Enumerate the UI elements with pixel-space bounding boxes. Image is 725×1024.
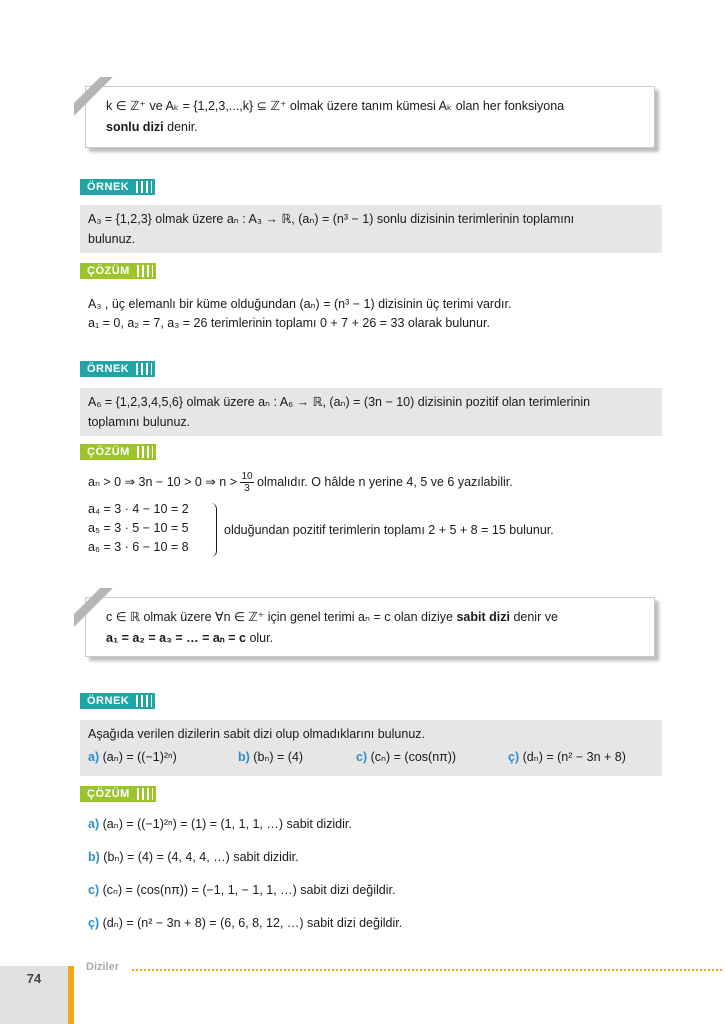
answer-text: (aₙ) = ((−1)²ⁿ) = (1) = (1, 1, 1, …) sabit dizidir. bbox=[102, 817, 352, 831]
answer-label: b) bbox=[88, 850, 100, 864]
footer-dotted-rule bbox=[132, 969, 722, 971]
corner-decoration bbox=[74, 588, 122, 636]
option-row bbox=[88, 744, 654, 770]
ornek-tag-1 bbox=[80, 179, 155, 195]
question-line: Aşağıda verilen dizilerin sabit dizi olup olmadıklarını bulunuz. bbox=[88, 727, 425, 741]
definition-line-2 bbox=[106, 117, 640, 138]
answer-text: (dₙ) = (n² − 3n + 8) = (6, 6, 8, 12, …) sabit dizi değildir. bbox=[102, 916, 403, 930]
option-c-cedilla bbox=[508, 744, 626, 770]
definition-term: sonlu dizi bbox=[106, 120, 164, 134]
question-line-2: bulunuz. bbox=[88, 232, 136, 246]
ornek-tag-label: ÖRNEK bbox=[87, 695, 130, 707]
definition-text-a: c ∈ ℝ olmak üzere ∀n ∈ ℤ⁺ için genel terimi aₙ = c olan diziye bbox=[106, 610, 457, 624]
ornek-tag-3 bbox=[80, 693, 155, 709]
bars-icon bbox=[137, 265, 153, 277]
answer-text: (bₙ) = (4) = (4, 4, 4, …) sabit dizidir. bbox=[103, 850, 299, 864]
fraction-ten-thirds bbox=[240, 471, 253, 494]
answer-label: a) bbox=[88, 817, 100, 831]
definition-rest: denir. bbox=[163, 120, 198, 134]
option-c bbox=[356, 744, 456, 770]
ornek-tag-2 bbox=[80, 361, 155, 377]
cozum-tag-label: ÇÖZÜM bbox=[87, 446, 130, 458]
definition-line-1 bbox=[106, 607, 640, 628]
option-expr: (bₙ) = (4) bbox=[253, 750, 304, 764]
definition-line-2 bbox=[106, 628, 640, 649]
cozum-tag-2 bbox=[80, 444, 156, 460]
option-label: b) bbox=[238, 750, 250, 764]
bars-icon bbox=[137, 446, 153, 458]
chapter-title: Diziler bbox=[86, 961, 120, 973]
cozum-tag-3 bbox=[80, 786, 156, 802]
cozum-tag-1 bbox=[80, 263, 156, 279]
example-2-question bbox=[80, 388, 662, 436]
definition-box-sonlu-dizi bbox=[85, 86, 655, 148]
solution-1-line-1: A₃ , üç elemanlı bir küme olduğundan (aₙ) = (n³ − 1) dizisinin üç terimi vardır. bbox=[88, 297, 512, 311]
option-label: ç) bbox=[508, 750, 520, 764]
answer-label: ç) bbox=[88, 916, 100, 930]
ornek-tag-label: ÖRNEK bbox=[87, 181, 130, 193]
cozum-tag-label: ÇÖZÜM bbox=[87, 265, 130, 277]
answer-label: c) bbox=[88, 883, 100, 897]
definition-box-sabit-dizi bbox=[85, 597, 655, 657]
answer-c bbox=[88, 881, 396, 899]
ornek-tag-label: ÖRNEK bbox=[87, 363, 130, 375]
right-brace bbox=[210, 503, 217, 557]
question-line-1: A₃ = {1,2,3} olmak üzere aₙ : A₃ → ℝ, (aₙ) = (n³ − 1) sonlu dizisinin terimlerinin toplamını bbox=[88, 212, 575, 226]
term-a6: a₆ = 3 · 6 − 10 = 8 bbox=[88, 540, 189, 554]
option-expr: (aₙ) = ((−1)²ⁿ) bbox=[102, 750, 177, 764]
definition-line-1: k ∈ ℤ⁺ ve Aₖ = {1,2,3,...,k} ⊆ ℤ⁺ olmak üzere tanım kümesi Aₖ olan her fonksiyona bbox=[106, 99, 565, 113]
example-1-question bbox=[80, 205, 662, 253]
answer-b bbox=[88, 848, 299, 866]
cozum-tag-label: ÇÖZÜM bbox=[87, 788, 130, 800]
footer-accent-bar bbox=[68, 966, 74, 1024]
option-b bbox=[238, 744, 303, 770]
question-line-1: A₆ = {1,2,3,4,5,6} olmak üzere aₙ : A₆ → ℝ, (aₙ) = (3n − 10) dizisinin pozitif olan terimlerinin bbox=[88, 395, 591, 409]
term-a5: a₅ = 3 · 5 − 10 = 5 bbox=[88, 521, 189, 535]
option-a bbox=[88, 744, 177, 770]
solution-2-conclusion: olduğundan pozitif terimlerin toplamı 2 + 5 + 8 = 15 bulunur. bbox=[224, 523, 554, 537]
bars-icon bbox=[137, 788, 153, 800]
fraction-numerator: 10 bbox=[241, 471, 253, 483]
solution-1-line-2: a₁ = 0, a₂ = 7, a₃ = 26 terimlerinin toplamı 0 + 7 + 26 = 33 olarak bulunur. bbox=[88, 316, 490, 330]
option-expr: (cₙ) = (cos(nπ)) bbox=[370, 750, 457, 764]
answer-a bbox=[88, 815, 352, 833]
fraction-denominator: 3 bbox=[244, 483, 250, 495]
bars-icon bbox=[136, 695, 152, 707]
step-suffix: olmalıdır. O hâlde n yerine 4, 5 ve 6 yazılabilir. bbox=[257, 475, 513, 489]
example-3-question bbox=[80, 720, 662, 776]
option-label: c) bbox=[356, 750, 368, 764]
definition-formula: a₁ = a₂ = a₃ = … = aₙ = c bbox=[106, 631, 246, 645]
definition-rest: olur. bbox=[245, 631, 274, 645]
solution-2-step bbox=[88, 469, 513, 495]
question-line-2: toplamını bulunuz. bbox=[88, 415, 191, 429]
step-prefix: aₙ > 0 ⇒ 3n − 10 > 0 ⇒ n > bbox=[88, 475, 237, 489]
bars-icon bbox=[136, 181, 152, 193]
answer-text: (cₙ) = (cos(nπ)) = (−1, 1, − 1, 1, …) sabit dizi değildir. bbox=[102, 883, 396, 897]
option-label: a) bbox=[88, 750, 100, 764]
definition-term: sabit dizi bbox=[456, 610, 510, 624]
corner-decoration bbox=[74, 77, 122, 125]
bars-icon bbox=[136, 363, 152, 375]
term-list bbox=[88, 500, 189, 557]
definition-text-b: denir ve bbox=[509, 610, 558, 624]
answer-c-cedilla bbox=[88, 914, 402, 932]
option-expr: (dₙ) = (n² − 3n + 8) bbox=[522, 750, 626, 764]
term-a4: a₄ = 3 · 4 − 10 = 2 bbox=[88, 502, 189, 516]
page-number: 74 bbox=[26, 971, 42, 986]
